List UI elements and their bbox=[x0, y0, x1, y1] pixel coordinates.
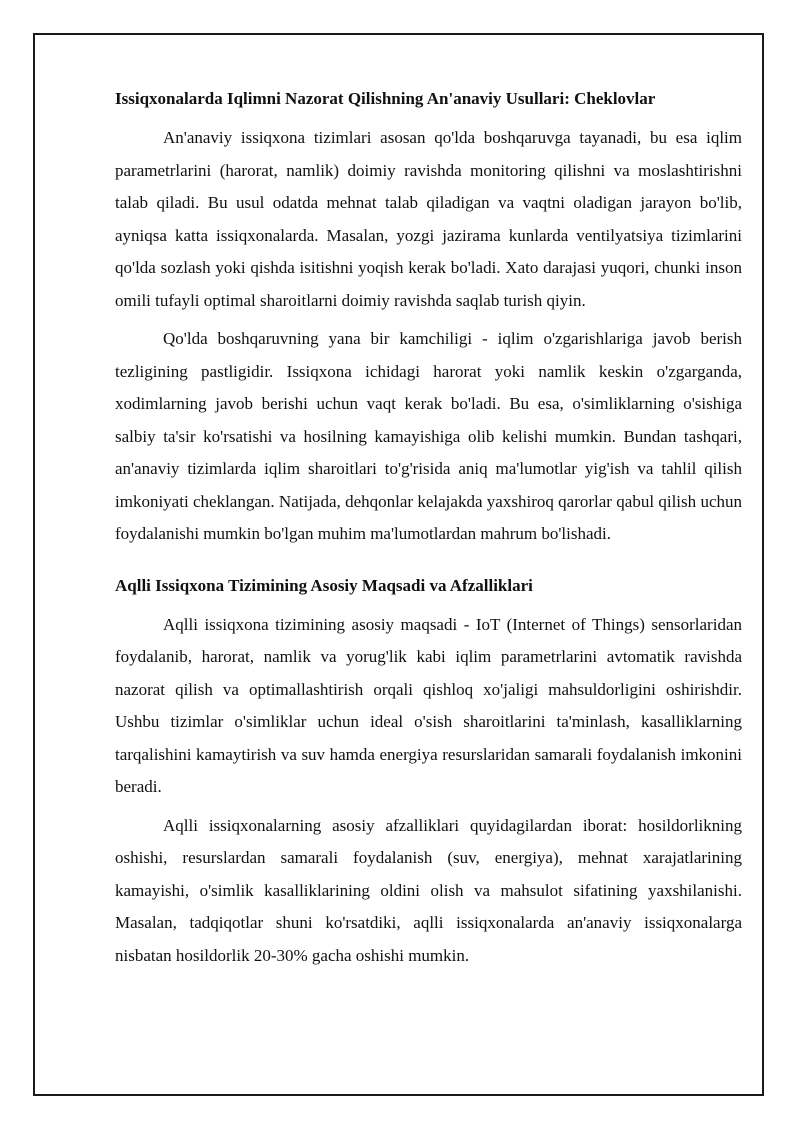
paragraph: Aqlli issiqxonalarning asosiy afzalliklari quyidagilardan iborat: hosildorlikning oshishi, resurslardan samarali foydalanish (suv, energiya), mehnat xarajatlarining kamayishi, o'simlik kasalliklarining oldini olish va mahsulot sifatining yaxshilanishi. Masalan, tadqiqotlar shuni ko'rsatdiki, aqlli issiqxonalarda an'anaviy issiqxonalarga nisbatan hosildorlik 20-30% gacha oshishi mumkin. bbox=[115, 815, 742, 965]
section-heading-traditional-methods: Issiqxonalarda Iqlimni Nazorat Qilishning An'anaviy Usullari: Cheklovlar bbox=[115, 89, 656, 108]
paragraph: Qo'lda boshqaruvning yana bir kamchiligi - iqlim o'zgarishlariga javob berish tezligining pastligidir. Issiqxona ichidagi harorat yoki namlik keskin o'zgarganda, xodimlarning javob berishi uchun vaqt kerak bo'ladi. Bu esa, o'simliklarning o'sishiga salbiy ta'sir ko'rsatishi va hosilning kamayishiga olib kelishi mumkin. Bundan tashqari, an'anaviy tizimlarda iqlim sharoitlari to'g'risida aniq ma'lumotlar yig'ish va tahlil qilish imkoniyati cheklangan. Natijada, dehqonlar kelajakda yaxshiroq qarorlar qabul qilish uchun foydalanishi mumkin bo'lgan muhim ma'lumotlardan mahrum bo'lishadi. bbox=[115, 329, 742, 543]
paragraph: Aqlli issiqxona tizimining asosiy maqsadi - IoT (Internet of Things) sensorlaridan foydalanib, harorat, namlik va yorug'lik kabi iqlim parametrlarini avtomatik ravishda nazorat qilish va optimallashtirish orqali qishloq xo'jaligi mahsuldorligini oshirishdir. Ushbu tizimlar o'simliklar uchun ideal o'sish sharoitlarini ta'minlash, kasalliklarning tarqalishini kamaytirish va suv hamda energiya resurslaridan samarali foydalanish imkonini beradi. bbox=[115, 614, 742, 796]
section-heading-smart-greenhouse: Aqlli Issiqxona Tizimining Asosiy Maqsadi va Afzalliklari bbox=[115, 575, 533, 595]
document-body bbox=[115, 86, 742, 978]
paragraph: An'anaviy issiqxona tizimlari asosan qo'lda boshqaruvga tayanadi, bu esa iqlim parametrlarini (harorat, namlik) doimiy ravishda monitoring qilishni va moslashtirishni talab qiladi. Bu usul odatda mehnat talab qiladigan va vaqtni oladigan jarayon bo'lib, ayniqsa katta issiqxonalarda. Masalan, yozgi jazirama kunlarda ventilyatsiya tizimlarini qo'lda sozlash yoki qishda isitishni yoqish kerak bo'ladi. Xato darajasi yuqori, chunki inson omili tufayli optimal sharoitlarni doimiy ravishda saqlab turish qiyin. bbox=[115, 128, 742, 310]
